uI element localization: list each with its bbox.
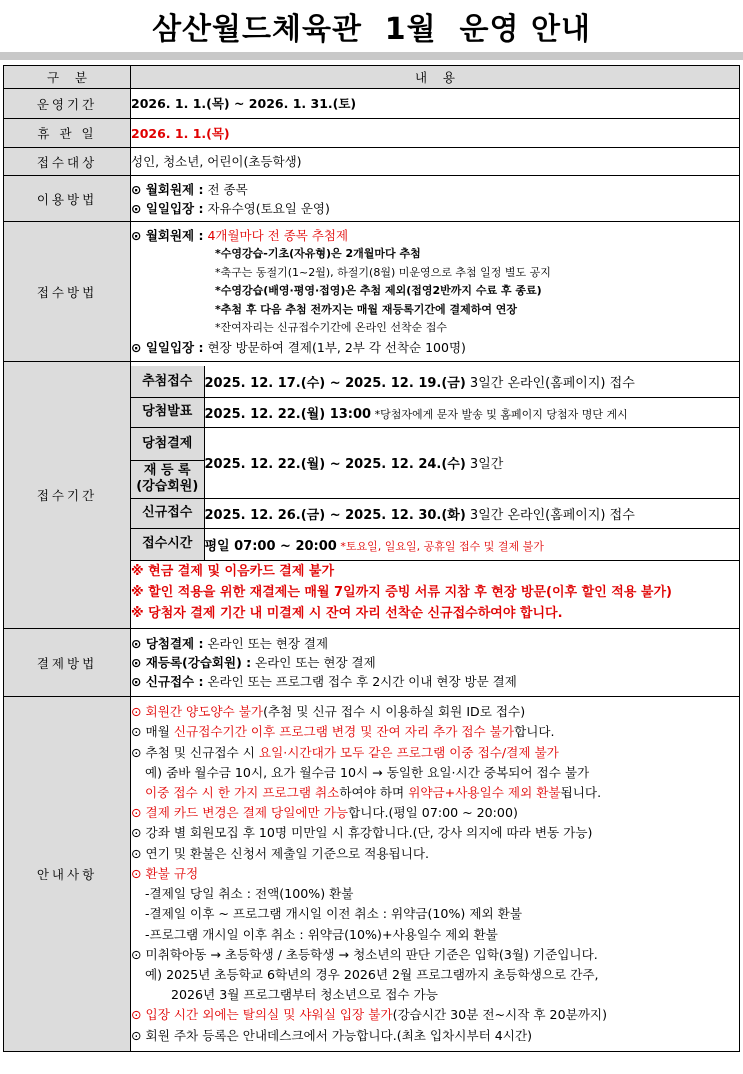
rp-newreg-name: 신규접수 xyxy=(131,498,204,528)
rm-key-1: ⊙ 월회원제 : xyxy=(131,228,204,244)
holiday-label: 휴 관 일 xyxy=(4,119,131,148)
reception-method-label: 접수방법 xyxy=(4,222,131,362)
rp-lottery-extra: 3일간 온라인(홈페이지) 접수 xyxy=(465,376,635,391)
page-title: 삼산월드체육관 1월 운영 안내 xyxy=(152,12,591,47)
rp-warnings xyxy=(131,560,739,624)
guide-9-post: (강습시간 30분 전~시작 후 20분까지) xyxy=(392,1007,607,1023)
guide-8: ⊙ 미취학아동 → 초등학생 / 초등학생 → 청소년의 판단 기준은 입학(3월) 기준입니다. xyxy=(131,946,598,962)
rm-note-1: *수영강습-기초(자유형)은 2개월마다 추첨 xyxy=(215,247,421,261)
rp-announce-name: 당첨발표 xyxy=(131,397,204,427)
reception-method-content xyxy=(131,222,740,362)
rp-winnerpay-name: 당첨결제 xyxy=(131,427,204,460)
usage-val-1: 전 종목 xyxy=(203,181,248,197)
rp-warning-2: ※ 할인 적용을 위한 재결제는 매월 7일까지 증빙 서류 지참 후 현장 방문(이후 할인 적용 불가) xyxy=(131,584,672,600)
rm-note-2: *축구는 동절기(1~2월), 하절기(8월) 미운영으로 추첨 일정 별도 공지 xyxy=(215,265,551,279)
rp-lottery-name: 추첨접수 xyxy=(131,366,204,397)
period-label: 운영기간 xyxy=(4,89,131,119)
guide-10: ⊙ 회원 주차 등록은 안내데스크에서 가능합니다.(최초 입차시부터 4시간) xyxy=(131,1027,533,1043)
header-category: 구 분 xyxy=(4,66,131,89)
holiday-value: 2026. 1. 1.(목) xyxy=(131,119,740,148)
guide-7-b: -결제일 이후 ~ 프로그램 개시일 이전 취소 : 위약금(10%) 제외 환불 xyxy=(145,906,522,922)
payment-content xyxy=(131,629,740,697)
pay-val-2: 온라인 또는 현장 결제 xyxy=(251,655,376,670)
guide-3-ex2-post: 됩니다. xyxy=(560,785,602,801)
rm-note-4: *추첨 후 다음 추첨 전까지는 매월 재등록기간에 결제하여 연장 xyxy=(215,302,518,316)
rm-val-1: 4개월마다 전 종목 추첨제 xyxy=(203,228,349,244)
guide-8-example: 예) 2025년 초등학교 6학년의 경우 2026년 2월 프로그램까지 초등학생으로 간주, xyxy=(145,966,599,982)
rp-rereg-extra: 3일간 xyxy=(465,457,504,473)
rp-lottery-value xyxy=(204,366,739,397)
pay-val-3: 온라인 또는 프로그램 접수 후 2시간 이내 현장 방문 결제 xyxy=(203,674,517,689)
rp-rereg-name: 재 등 록 (강습회원) xyxy=(131,460,204,498)
guide-3-ex2-red1: 이중 접수 시 한 가지 프로그램 취소 xyxy=(145,785,340,801)
usage-val-2: 자유수영(토요일 운영) xyxy=(203,200,330,216)
rp-time-value xyxy=(204,528,739,560)
rp-time-extra: *토요일, 일요일, 공휴일 접수 및 결제 불가 xyxy=(336,539,544,553)
guide-2-post: 합니다. xyxy=(514,724,555,740)
reception-period-label: 접수기간 xyxy=(4,362,131,629)
rp-lottery-date: 2025. 12. 17.(수) ~ 2025. 12. 19.(금) xyxy=(204,376,466,391)
rp-time-date: 평일 07:00 ~ 20:00 xyxy=(204,538,337,554)
usage-key-1: ⊙ 월회원제 : xyxy=(131,181,204,197)
rm-note-5: *잔여자리는 신규접수기간에 온라인 선착순 접수 xyxy=(215,321,448,335)
guide-7-a: -결제일 당일 취소 : 전액(100%) 환불 xyxy=(145,886,354,902)
reception-period-table xyxy=(131,366,739,624)
rm-val-2: 현장 방문하여 결제(1부, 2부 각 선착순 100명) xyxy=(203,339,466,355)
guide-3-pre: ⊙ 추첨 및 신규접수 시 xyxy=(131,744,259,760)
guide-label: 안내사항 xyxy=(4,697,131,1052)
rm-key-2: ⊙ 일일입장 : xyxy=(131,339,204,355)
guide-4-red: ⊙ 결제 카드 변경은 결제 당일에만 가능 xyxy=(131,805,349,821)
guide-7-title: ⊙ 환불 규정 xyxy=(131,865,199,881)
rp-rereg-date: 2025. 12. 22.(월) ~ 2025. 12. 24.(수) xyxy=(204,457,466,473)
rp-newreg-date: 2025. 12. 26.(금) ~ 2025. 12. 30.(화) xyxy=(204,507,466,523)
guide-1-red: ⊙ 회원간 양도양수 불가 xyxy=(131,704,264,720)
usage-key-2: ⊙ 일일입장 : xyxy=(131,200,204,216)
guide-3-ex2-red2: 위약금+사용일수 제외 환불 xyxy=(408,785,561,801)
guide-2-red: 신규접수기간 이후 프로그램 변경 및 잔여 자리 추가 접수 불가 xyxy=(173,724,515,740)
rp-warning-3: ※ 당첨자 결제 기간 내 미결제 시 잔여 자리 선착순 신규접수하여야 합니다. xyxy=(131,605,563,621)
pay-key-3: ⊙ 신규접수 : xyxy=(131,674,204,689)
usage-label: 이용방법 xyxy=(4,176,131,222)
period-value: 2026. 1. 1.(목) ~ 2026. 1. 31.(토) xyxy=(131,89,740,119)
rp-announce-value xyxy=(204,397,739,427)
rp-announce-extra: *당첨자에게 문자 발송 및 홈페이지 당첨자 명단 게시 xyxy=(371,407,628,421)
guide-6: ⊙ 연기 및 환불은 신청서 제출일 기준으로 적용됩니다. xyxy=(131,845,430,861)
rp-rereg-value xyxy=(204,427,739,498)
header-content: 내 용 xyxy=(131,66,740,89)
guide-4-post: 합니다.(평일 07:00 ~ 20:00) xyxy=(348,805,518,821)
guide-1-rest: (추첨 및 신규 접수 시 이용하실 회원 ID로 접수) xyxy=(263,704,526,720)
guide-3-red: 요일·시간대가 모두 같은 프로그램 이중 접수/결제 불가 xyxy=(258,744,559,760)
guide-7-c: -프로그램 개시일 이후 취소 : 위약금(10%)+사용일수 제외 환불 xyxy=(145,926,498,942)
guide-content xyxy=(131,697,740,1052)
title-stripe xyxy=(0,52,743,60)
usage-content xyxy=(131,176,740,222)
rm-note-3: *수영강습(배영·평영·접영)은 추첨 제외(접영2반까지 수료 후 종료) xyxy=(215,284,542,298)
rp-newreg-extra: 3일간 온라인(홈페이지) 접수 xyxy=(465,507,635,523)
guide-2-pre: ⊙ 매월 xyxy=(131,724,174,740)
rp-newreg-value xyxy=(204,498,739,528)
payment-label: 결제방법 xyxy=(4,629,131,697)
title-band xyxy=(0,0,743,60)
guide-3-example: 예) 줌바 월수금 10시, 요가 월수금 10시 → 동일한 요일·시간 중복되어 접수 불가 xyxy=(145,764,590,780)
rp-announce-date: 2025. 12. 22.(월) 13:00 xyxy=(204,406,372,422)
pay-key-2: ⊙ 재등록(강습회원) : xyxy=(131,655,252,670)
reception-period-content xyxy=(131,362,740,629)
pay-val-1: 온라인 또는 현장 결제 xyxy=(203,636,329,651)
guide-8-example-2: 2026년 3월 프로그램부터 청소년으로 접수 가능 xyxy=(171,987,438,1003)
pay-key-1: ⊙ 당첨결제 : xyxy=(131,636,204,651)
guide-3-ex2-mid: 하여야 하며 xyxy=(339,785,409,801)
target-label: 접수대상 xyxy=(4,148,131,176)
target-value: 성인, 청소년, 어린이(초등학생) xyxy=(131,148,740,176)
rp-warning-1: ※ 현금 결제 및 이음카드 결제 불가 xyxy=(131,563,335,579)
guide-9-red: ⊙ 입장 시간 외에는 탈의실 및 샤워실 입장 불가 xyxy=(131,1007,393,1023)
info-table xyxy=(3,65,740,1052)
rp-time-name: 접수시간 xyxy=(131,528,204,560)
guide-5: ⊙ 강좌 별 회원모집 후 10명 미만일 시 휴강합니다.(단, 강사 의지에 따라 변동 가능) xyxy=(131,825,593,841)
